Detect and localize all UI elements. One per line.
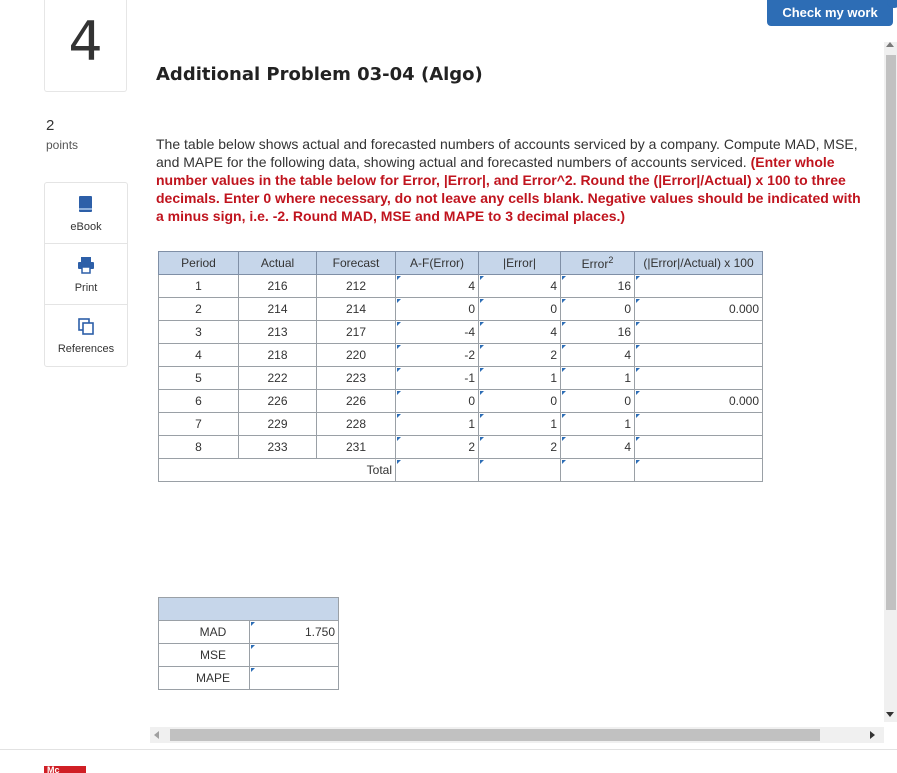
summary-row-mad (159, 621, 339, 644)
row-7-error-input[interactable]: 1 (396, 413, 479, 436)
ebook-label: eBook (70, 221, 102, 233)
instructions-note: (Enter whole number values in the table below for Error, |Error|, and Error^2. Round the (|Error|/Actual) x 100 to three decimals. Enter 0 where necessary, do not leave any cells blank. Negative values should be indicated with a minus sign, i.e. -2. Round MAD, MSE and MAPE to 3 decimal places.) (156, 154, 861, 224)
vertical-scroll-thumb[interactable] (886, 55, 896, 610)
row-6-abs-error-input[interactable]: 0 (479, 390, 561, 413)
row-8-actual: 233 (239, 436, 317, 459)
table-row (159, 344, 763, 367)
row-2-error-squared-input[interactable]: 0 (561, 298, 635, 321)
copy-icon (77, 317, 95, 335)
row-5-forecast: 223 (317, 367, 396, 390)
row-6-error-input[interactable]: 0 (396, 390, 479, 413)
ebook-tool[interactable] (45, 183, 127, 244)
row-1-error-input[interactable]: 4 (396, 275, 479, 298)
row-4-period: 4 (159, 344, 239, 367)
row-2-abs-error-input[interactable]: 0 (479, 298, 561, 321)
scroll-left-icon[interactable] (154, 731, 159, 739)
header-abs-error: |Error| (479, 252, 561, 275)
row-3-actual: 213 (239, 321, 317, 344)
problem-title: Additional Problem 03-04 (Algo) (156, 64, 483, 85)
row-4-abs-error-input[interactable]: 2 (479, 344, 561, 367)
row-3-error-input[interactable]: -4 (396, 321, 479, 344)
row-4-error-squared-input[interactable]: 4 (561, 344, 635, 367)
total-label: Total (159, 459, 396, 482)
row-7-abs-error-input[interactable]: 1 (479, 413, 561, 436)
table-row (159, 436, 763, 459)
header-actual: Actual (239, 252, 317, 275)
mad-label: MAD (159, 621, 250, 644)
footer-bar (0, 749, 897, 773)
mape-label: MAPE (159, 667, 250, 690)
table-row (159, 298, 763, 321)
row-6-actual: 226 (239, 390, 317, 413)
row-1-pct-error-input[interactable] (635, 275, 763, 298)
summary-row-mape (159, 667, 339, 690)
row-2-actual: 214 (239, 298, 317, 321)
publisher-logo: Mc (44, 766, 86, 773)
instructions-text: The table below shows actual and forecasted numbers of accounts serviced by a company. Compute MAD, MSE, and MAPE for the following data, showing actual and forecasted numbers of accounts serviced. (156, 136, 858, 170)
print-label: Print (74, 282, 98, 294)
row-2-pct-error-input[interactable]: 0.000 (635, 298, 763, 321)
row-5-period: 5 (159, 367, 239, 390)
row-8-pct-error-input[interactable] (635, 436, 763, 459)
tools-panel (44, 182, 128, 367)
points-value: 2 (46, 117, 55, 134)
points-label: points (46, 138, 79, 152)
row-7-period: 7 (159, 413, 239, 436)
row-2-forecast: 214 (317, 298, 396, 321)
row-6-period: 6 (159, 390, 239, 413)
total-abs-error-input[interactable] (479, 459, 561, 482)
mse-label: MSE (159, 644, 250, 667)
row-6-error-squared-input[interactable]: 0 (561, 390, 635, 413)
mad-input[interactable]: 1.750 (250, 621, 339, 644)
row-2-error-input[interactable]: 0 (396, 298, 479, 321)
summary-header-row (159, 598, 339, 621)
row-1-forecast: 212 (317, 275, 396, 298)
row-7-pct-error-input[interactable] (635, 413, 763, 436)
table-row (159, 321, 763, 344)
scroll-right-icon[interactable] (870, 731, 875, 739)
row-5-error-input[interactable]: -1 (396, 367, 479, 390)
table-row (159, 275, 763, 298)
header-period: Period (159, 252, 239, 275)
row-5-abs-error-input[interactable]: 1 (479, 367, 561, 390)
row-3-period: 3 (159, 321, 239, 344)
mape-input[interactable] (250, 667, 339, 690)
row-3-error-squared-input[interactable]: 16 (561, 321, 635, 344)
row-4-pct-error-input[interactable] (635, 344, 763, 367)
scroll-down-icon[interactable] (886, 712, 894, 717)
row-2-period: 2 (159, 298, 239, 321)
row-1-error-squared-input[interactable]: 16 (561, 275, 635, 298)
row-5-pct-error-input[interactable] (635, 367, 763, 390)
mse-input[interactable] (250, 644, 339, 667)
table-row (159, 413, 763, 436)
row-6-forecast: 226 (317, 390, 396, 413)
row-8-error-input[interactable]: 2 (396, 436, 479, 459)
question-number: 4 (68, 10, 103, 73)
row-8-period: 8 (159, 436, 239, 459)
row-5-actual: 222 (239, 367, 317, 390)
row-5-error-squared-input[interactable]: 1 (561, 367, 635, 390)
total-pct-error-input[interactable] (635, 459, 763, 482)
row-1-period: 1 (159, 275, 239, 298)
table-header-row (159, 252, 763, 275)
row-1-actual: 216 (239, 275, 317, 298)
header-forecast: Forecast (317, 252, 396, 275)
header-error-squared-sup: 2 (608, 255, 614, 265)
table-row (159, 390, 763, 413)
row-4-forecast: 220 (317, 344, 396, 367)
header-error-squared (561, 252, 635, 275)
row-3-abs-error-input[interactable]: 4 (479, 321, 561, 344)
row-8-error-squared-input[interactable]: 4 (561, 436, 635, 459)
row-8-abs-error-input[interactable]: 2 (479, 436, 561, 459)
table-row (159, 367, 763, 390)
row-7-actual: 229 (239, 413, 317, 436)
row-4-actual: 218 (239, 344, 317, 367)
row-4-error-input[interactable]: -2 (396, 344, 479, 367)
book-icon (77, 195, 95, 213)
summary-header (159, 598, 339, 621)
row-1-abs-error-input[interactable]: 4 (479, 275, 561, 298)
question-number-box (44, 0, 127, 92)
total-row (159, 459, 763, 482)
total-error-squared-input[interactable] (561, 459, 635, 482)
header-error: A-F(Error) (396, 252, 479, 275)
references-label: References (57, 343, 115, 355)
print-tool[interactable] (45, 244, 127, 305)
check-my-work-button[interactable]: Check my work (767, 0, 893, 26)
printer-icon (77, 256, 95, 274)
problem-instructions (156, 135, 866, 225)
scroll-up-icon[interactable] (886, 42, 894, 47)
error-table (158, 251, 763, 482)
header-pct-error: (|Error|/Actual) x 100 (635, 252, 763, 275)
row-8-forecast: 231 (317, 436, 396, 459)
row-3-pct-error-input[interactable] (635, 321, 763, 344)
horizontal-scroll-thumb[interactable] (170, 729, 820, 741)
header-error-squared-label: Error (581, 257, 609, 271)
references-tool[interactable] (45, 305, 127, 366)
row-7-error-squared-input[interactable]: 1 (561, 413, 635, 436)
total-error-input[interactable] (396, 459, 479, 482)
row-6-pct-error-input[interactable]: 0.000 (635, 390, 763, 413)
row-3-forecast: 217 (317, 321, 396, 344)
summary-table (158, 597, 339, 690)
row-7-forecast: 228 (317, 413, 396, 436)
summary-row-mse (159, 644, 339, 667)
